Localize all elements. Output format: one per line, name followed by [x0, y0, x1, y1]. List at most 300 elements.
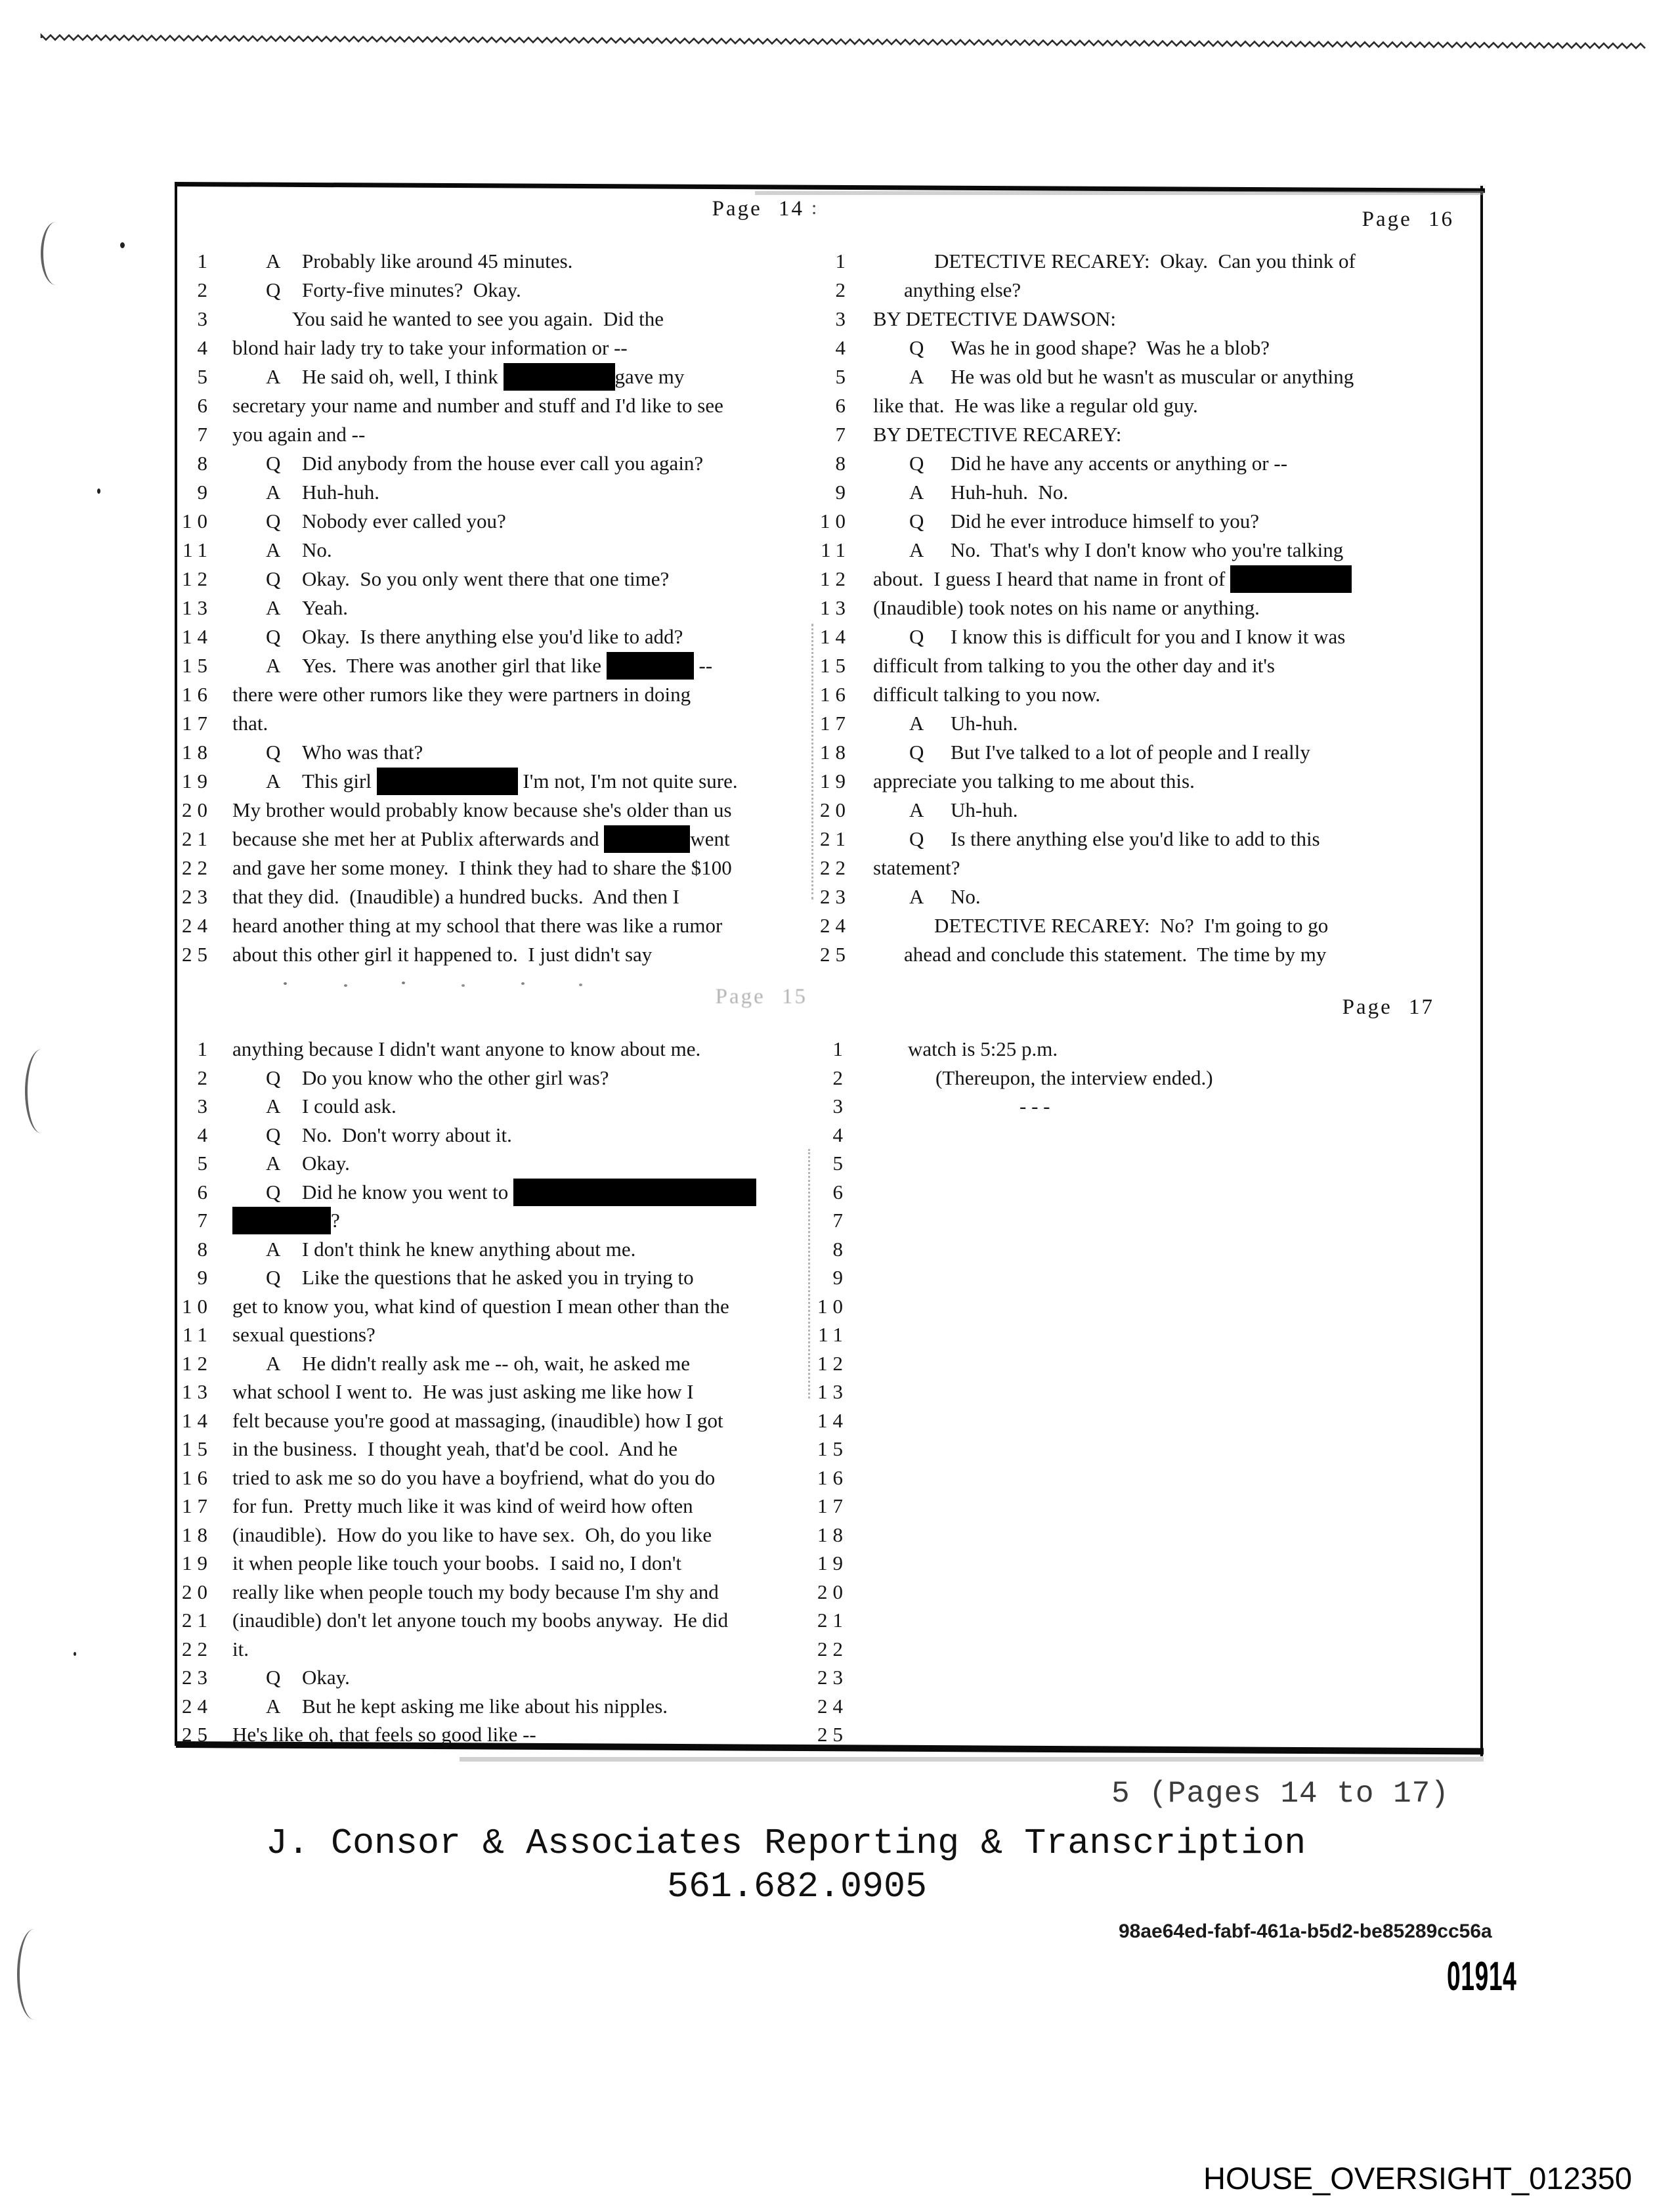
speck-dot — [120, 242, 125, 248]
line-number: 8 — [197, 452, 213, 475]
transcript-text: (inaudible) don't let anyone touch my boobs anyway. He did — [232, 1609, 729, 1632]
transcript-line — [873, 941, 1477, 970]
redaction-box — [232, 1207, 331, 1234]
transcript-text: Uh-huh. — [951, 798, 1018, 821]
transcript-line — [232, 363, 810, 392]
line-number: 6 — [835, 394, 851, 417]
transcript-line — [232, 1693, 810, 1722]
qa-marker: Q — [909, 827, 924, 850]
transcript-text: Uh-huh. — [951, 712, 1018, 735]
transcript-text: (Thereupon, the interview ended.) — [935, 1066, 1213, 1089]
line-number: 13 — [182, 596, 213, 619]
line-number: 21 — [820, 827, 851, 850]
line-number: 17 — [817, 1494, 848, 1517]
border-ghost-line — [460, 1757, 1484, 1762]
line-number: 24 — [817, 1694, 848, 1718]
line-number: 12 — [182, 567, 213, 590]
transcript-text: appreciate you talking to me about this. — [873, 770, 1195, 792]
transcript-line — [232, 334, 810, 363]
qa-marker: A — [266, 654, 281, 677]
line-number: 3 — [197, 307, 213, 330]
qa-marker: A — [909, 885, 924, 908]
transcript-text: that they did. (Inaudible) a hundred bucks. And then I — [232, 885, 679, 908]
transcript-text: Nobody ever called you? — [302, 510, 506, 532]
qa-marker: A — [266, 1694, 281, 1718]
transcript-text: Is there anything else you'd like to add to this — [951, 827, 1320, 850]
transcript-text: it when people like touch your boobs. I said no, I don't — [232, 1551, 682, 1574]
transcript-text: sexual questions? — [232, 1323, 376, 1346]
transcript-line — [873, 652, 1477, 681]
transcript-line — [232, 1150, 810, 1179]
line-number: 1 — [835, 249, 851, 272]
qa-marker: Q — [266, 452, 281, 475]
line-number: 23 — [182, 885, 213, 908]
transcript-line — [873, 796, 1477, 825]
transcript-text: felt because you're good at massaging, (inaudible) how I got — [232, 1408, 723, 1432]
transcript-line — [232, 450, 810, 479]
transcript-line — [232, 1435, 810, 1464]
transcript-text: Okay. — [302, 1666, 350, 1689]
transcript-line — [232, 1721, 810, 1750]
transcript-text: DETECTIVE RECAREY: Okay. Can you think of — [934, 249, 1356, 272]
line-number: 10 — [820, 510, 851, 532]
line-number: 9 — [832, 1266, 848, 1289]
line-number: 20 — [820, 798, 851, 821]
transcript-line — [232, 1236, 810, 1265]
line-number: 25 — [182, 1723, 213, 1746]
line-number: 3 — [832, 1095, 848, 1117]
redaction-box — [1230, 565, 1352, 593]
speck-dot — [74, 1652, 76, 1656]
transcript-text: heard another thing at my school that there was like a rumor — [232, 914, 723, 937]
transcript-text: Huh-huh. — [302, 481, 379, 504]
line-number: 8 — [832, 1237, 848, 1261]
line-number: 22 — [817, 1637, 848, 1660]
transcript-line — [232, 594, 810, 623]
transcript-text: there were other rumors like they were partners in doing — [232, 683, 691, 706]
transcript-line — [873, 623, 1477, 652]
line-number: 19 — [820, 770, 851, 792]
transcript-line — [232, 1636, 810, 1664]
court-reporter-phone: 561.682.0905 — [667, 1866, 928, 1907]
qa-marker: Q — [266, 1066, 281, 1089]
line-number: 24 — [182, 914, 213, 937]
speck-dot — [579, 984, 582, 986]
transcript-text: Was he in good shape? Was he a blob? — [951, 336, 1270, 359]
border-ghost-line — [755, 191, 1484, 195]
transcript-line — [873, 825, 1477, 854]
transcript-line — [873, 912, 1477, 941]
binding-mark-middle — [25, 1049, 58, 1133]
line-number: 11 — [821, 538, 851, 561]
transcript-line — [873, 276, 1477, 305]
line-number: 21 — [182, 827, 213, 850]
line-number: 13 — [182, 1380, 213, 1403]
transcript-text: secretary your name and number and stuff and I'd like to see — [232, 394, 723, 417]
transcript-text: (inaudible). How do you like to have sex. Oh, do you like — [232, 1523, 712, 1546]
qa-marker: A — [266, 538, 281, 561]
line-number: 1 — [197, 249, 213, 272]
transcript-line — [232, 1578, 810, 1607]
transcript-text: tried to ask me so do you have a boyfriend, what do you do — [232, 1465, 716, 1489]
line-number: 5 — [835, 365, 851, 388]
line-number: 13 — [817, 1380, 848, 1403]
line-number: 21 — [182, 1609, 213, 1632]
transcript-line — [873, 305, 1477, 334]
transcript-text: Yes. There was another girl that like -- — [302, 652, 712, 680]
line-number: 25 — [182, 943, 213, 966]
line-number: 9 — [835, 481, 851, 504]
page-14-header: Page 14 — [712, 197, 804, 221]
line-number: 12 — [820, 567, 851, 590]
qa-marker: A — [266, 249, 281, 272]
transcript-line — [232, 1521, 810, 1550]
line-number: 23 — [817, 1666, 848, 1689]
line-number: 12 — [817, 1351, 848, 1375]
transcript-text: watch is 5:25 p.m. — [908, 1037, 1058, 1060]
transcript-text: anything else? — [904, 278, 1021, 301]
line-number: 16 — [182, 1465, 213, 1489]
qa-marker: A — [266, 1237, 281, 1261]
transcript-text: BY DETECTIVE DAWSON: — [873, 307, 1117, 330]
transcript-text: Did anybody from the house ever call you again? — [302, 452, 704, 475]
qa-marker: A — [909, 538, 924, 561]
qa-marker: A — [909, 481, 924, 504]
transcript-text: about this other girl it happened to. I just didn't say — [232, 943, 653, 966]
line-number: 11 — [818, 1323, 848, 1346]
transcript-line — [873, 392, 1477, 421]
transcript-text: Like the questions that he asked you in trying to — [302, 1266, 694, 1289]
transcript-line — [232, 768, 810, 796]
transcript-text: Okay. — [302, 1152, 350, 1175]
transcript-line — [873, 536, 1477, 565]
transcript-text: You said he wanted to see you again. Did the — [292, 307, 664, 330]
line-number: 10 — [182, 510, 213, 532]
scan-streak-artifact — [0, 0, 1674, 72]
line-number: 11 — [182, 538, 213, 561]
line-number: 9 — [197, 1266, 213, 1289]
transcript-text: statement? — [873, 856, 960, 879]
transcript-text: Forty-five minutes? Okay. — [302, 278, 521, 301]
transcript-text: Yeah. — [302, 596, 349, 619]
transcript-line — [873, 854, 1477, 883]
transcript-text: ? — [232, 1207, 340, 1234]
transcript-text: in the business. I thought yeah, that'd be cool. And he — [232, 1437, 678, 1460]
transcript-text: difficult talking to you now. — [873, 683, 1101, 706]
transcript-line — [232, 1064, 810, 1093]
qa-marker: A — [909, 712, 924, 735]
line-number: 7 — [197, 423, 213, 446]
transcript-line — [232, 1464, 810, 1493]
speck-colon: : — [811, 197, 817, 219]
line-number: 20 — [817, 1580, 848, 1603]
line-number: 23 — [820, 885, 851, 908]
line-number: 16 — [182, 683, 213, 706]
line-number: 19 — [182, 770, 213, 792]
line-number: 14 — [820, 625, 851, 648]
speck-dot — [521, 982, 525, 985]
line-number: 20 — [182, 798, 213, 821]
line-number: 10 — [817, 1294, 848, 1318]
transcript-line — [232, 392, 810, 421]
qa-marker: Q — [266, 1123, 281, 1146]
qa-marker: A — [266, 770, 281, 792]
transcript-line — [232, 854, 810, 883]
transcript-line — [232, 883, 810, 912]
qa-marker: Q — [266, 741, 281, 764]
speck-dot — [461, 984, 465, 987]
transcript-line — [873, 363, 1477, 392]
transcript-line — [873, 421, 1477, 450]
transcript-line — [232, 1121, 810, 1150]
line-number: 3 — [197, 1095, 213, 1117]
qa-marker: Q — [909, 510, 924, 532]
line-number: 17 — [182, 1494, 213, 1517]
line-number: 22 — [182, 1637, 213, 1660]
transcript-line — [232, 276, 810, 305]
transcript-line — [232, 912, 810, 941]
transcript-line — [232, 248, 810, 276]
transcript-text: like that. He was like a regular old guy. — [873, 394, 1198, 417]
court-reporter-firm: J. Consor & Associates Reporting & Transcription — [266, 1823, 1306, 1864]
qa-marker: A — [266, 481, 281, 504]
transcript-line — [873, 565, 1477, 594]
transcript-line — [232, 710, 810, 739]
qa-marker: Q — [266, 1180, 281, 1204]
transcript-line — [232, 1093, 810, 1121]
transcript-text: Did he ever introduce himself to you? — [951, 510, 1260, 532]
line-number: 18 — [817, 1523, 848, 1546]
transcript-line — [232, 1264, 810, 1293]
qa-marker: A — [266, 365, 281, 388]
line-number: 24 — [182, 1694, 213, 1718]
transcript-line — [873, 710, 1477, 739]
line-number: 1 — [832, 1037, 848, 1060]
transcript-line — [232, 1378, 810, 1407]
transcript-line — [232, 1321, 810, 1350]
line-number: 6 — [832, 1180, 848, 1204]
transcript-text: But he kept asking me like about his nipples. — [302, 1694, 668, 1718]
line-number: 4 — [835, 336, 851, 359]
qa-marker: Q — [266, 625, 281, 648]
transcript-text: He's like oh, that feels so good like -- — [232, 1723, 536, 1746]
transcript-line — [873, 883, 1477, 912]
line-number: 7 — [835, 423, 851, 446]
binding-mark-top — [41, 222, 71, 285]
transcript-text: But I've talked to a lot of people and I really — [951, 741, 1310, 764]
transcript-text: what school I went to. He was just asking me like how I — [232, 1380, 694, 1403]
line-number: 4 — [832, 1123, 848, 1146]
transcript-line — [232, 1407, 810, 1436]
qa-marker: Q — [266, 278, 281, 301]
line-number: 11 — [182, 1323, 213, 1346]
transcript-text: I know this is difficult for you and I know it was — [951, 625, 1346, 648]
transcript-line — [232, 1350, 810, 1379]
binding-mark-bottom — [17, 1929, 51, 2020]
page-16-header: Page 16 — [1362, 207, 1454, 231]
transcript-text: (Inaudible) took notes on his name or anything. — [873, 596, 1260, 619]
redaction-box — [504, 363, 615, 391]
speck-dot — [284, 982, 287, 985]
line-number: 15 — [182, 654, 213, 677]
transcript-line — [873, 681, 1477, 710]
transcript-text: Huh-huh. No. — [951, 481, 1069, 504]
folio-page-range: 5 (Pages 14 to 17) — [1111, 1777, 1449, 1811]
line-number: 2 — [835, 278, 851, 301]
transcript-line — [232, 421, 810, 450]
qa-marker: A — [909, 798, 924, 821]
line-number: 14 — [817, 1408, 848, 1432]
line-number: 8 — [835, 452, 851, 475]
line-number: 5 — [197, 1152, 213, 1175]
line-number: 12 — [182, 1351, 213, 1375]
transcript-text: about. I guess I heard that name in front of — [873, 565, 1352, 593]
qa-marker: A — [266, 1351, 281, 1375]
transcript-line — [232, 479, 810, 508]
transcript-line — [873, 739, 1477, 768]
document-guid: 98ae64ed-fabf-461a-b5d2-be85289cc56a — [1119, 1920, 1492, 1942]
transcript-text: really like when people touch my body because I'm shy and — [232, 1580, 719, 1603]
qa-marker: Q — [266, 1666, 281, 1689]
line-number: 21 — [817, 1609, 848, 1632]
redaction-box — [607, 652, 694, 680]
transcript-line — [232, 681, 810, 710]
transcript-line — [232, 652, 810, 681]
line-number: 4 — [197, 336, 213, 359]
transcript-text: He said oh, well, I think gave my — [302, 363, 684, 391]
transcript-line — [232, 623, 810, 652]
transcript-line — [873, 248, 1477, 276]
line-number: 19 — [182, 1551, 213, 1574]
line-number: 4 — [197, 1123, 213, 1146]
transcript-text: Okay. Is there anything else you'd like to add? — [302, 625, 683, 648]
qa-marker: Q — [909, 625, 924, 648]
transcript-text: BY DETECTIVE RECAREY: — [873, 423, 1122, 446]
transcript-line — [232, 825, 810, 854]
transcript-text: No. Don't worry about it. — [302, 1123, 512, 1146]
transcript-line — [873, 594, 1477, 623]
qa-marker: A — [266, 1095, 281, 1117]
transcript-text: He didn't really ask me -- oh, wait, he asked me — [302, 1351, 690, 1375]
transcript-line — [232, 739, 810, 768]
line-number: 14 — [182, 1408, 213, 1432]
line-number: 25 — [820, 943, 851, 966]
line-number: 7 — [197, 1209, 213, 1232]
qa-marker: Q — [909, 741, 924, 764]
transcript-text: Did he have any accents or anything or -- — [951, 452, 1288, 475]
line-number: 17 — [820, 712, 851, 735]
qa-marker: Q — [909, 336, 924, 359]
transcript-text: Okay. So you only went there that one time? — [302, 567, 670, 590]
line-number: 18 — [820, 741, 851, 764]
line-number: 2 — [197, 278, 213, 301]
transcript-line — [232, 1293, 810, 1322]
transcript-text: - - - — [1019, 1095, 1050, 1117]
transcript-line — [873, 1064, 1477, 1093]
line-number: 22 — [182, 856, 213, 879]
transcript-text: Do you know who the other girl was? — [302, 1066, 609, 1089]
transcript-line — [232, 1607, 810, 1636]
transcript-line — [873, 1035, 1477, 1064]
line-number: 22 — [820, 856, 851, 879]
line-number: 20 — [182, 1580, 213, 1603]
transcript-text: that. — [232, 712, 268, 735]
transcript-line — [873, 1093, 1477, 1121]
speck-dot — [402, 982, 405, 984]
transcript-line — [232, 1550, 810, 1578]
speck-dot — [97, 488, 100, 494]
line-number: 6 — [197, 394, 213, 417]
transcript-text: get to know you, what kind of question I mean other than the — [232, 1294, 729, 1318]
line-number: 9 — [197, 481, 213, 504]
qa-marker: Q — [266, 510, 281, 532]
transcript-text: This girl I'm not, I'm not quite sure. — [302, 768, 738, 795]
line-number: 1 — [197, 1037, 213, 1060]
transcript-line — [232, 1179, 810, 1207]
transcript-line — [873, 334, 1477, 363]
transcript-text: DETECTIVE RECAREY: No? I'm going to go — [934, 914, 1329, 937]
transcript-text: No. That's why I don't know who you're talking — [951, 538, 1344, 561]
transcript-text: blond hair lady try to take your information or -- — [232, 336, 628, 359]
line-number: 2 — [832, 1066, 848, 1089]
transcript-text: No. — [302, 538, 332, 561]
transcript-line — [232, 1207, 810, 1236]
bates-number: HOUSE_OVERSIGHT_012350 — [1203, 2161, 1633, 2196]
line-number: 25 — [817, 1723, 848, 1746]
transcript-line — [873, 450, 1477, 479]
line-number: 6 — [197, 1180, 213, 1204]
transcript-text: No. — [951, 885, 981, 908]
transcript-text: difficult from talking to you the other day and it's — [873, 654, 1275, 677]
transcript-text: and gave her some money. I think they had to share the $100 — [232, 856, 732, 879]
transcript-text: I don't think he knew anything about me. — [302, 1237, 636, 1261]
transcript-text: for fun. Pretty much like it was kind of weird how often — [232, 1494, 693, 1517]
transcript-line — [232, 508, 810, 536]
qa-marker: A — [266, 596, 281, 619]
qa-marker: A — [266, 1152, 281, 1175]
transcript-text: He was old but he wasn't as muscular or anything — [951, 365, 1354, 388]
qa-marker: Q — [266, 567, 281, 590]
transcript-text: anything because I didn't want anyone to know about me. — [232, 1037, 701, 1060]
line-number: 3 — [835, 307, 851, 330]
transcript-line — [232, 796, 810, 825]
line-number: 24 — [820, 914, 851, 937]
transcript-text: Did he know you went to — [302, 1179, 756, 1206]
transcript-text: My brother would probably know because she's older than us — [232, 798, 732, 821]
transcript-text: Probably like around 45 minutes. — [302, 249, 573, 272]
speck-dot — [344, 984, 347, 987]
transcript-text: you again and -- — [232, 423, 366, 446]
line-number: 7 — [832, 1209, 848, 1232]
line-number: 23 — [182, 1666, 213, 1689]
line-number: 5 — [832, 1152, 848, 1175]
line-number: 19 — [817, 1551, 848, 1574]
transcript-text: Who was that? — [302, 741, 423, 764]
line-number: 18 — [182, 741, 213, 764]
page-17-header: Page 17 — [1342, 995, 1434, 1019]
transcript-line — [232, 941, 810, 970]
line-number: 16 — [820, 683, 851, 706]
line-number: 15 — [817, 1437, 848, 1460]
line-number: 13 — [820, 596, 851, 619]
transcript-line — [232, 1492, 810, 1521]
line-number: 10 — [182, 1294, 213, 1318]
transcript-line — [232, 1035, 810, 1064]
transcript-text: ahead and conclude this statement. The time by my — [904, 943, 1327, 966]
transcript-line — [873, 768, 1477, 796]
qa-marker: A — [909, 365, 924, 388]
stamp-number: 01914 — [1447, 1954, 1517, 1999]
